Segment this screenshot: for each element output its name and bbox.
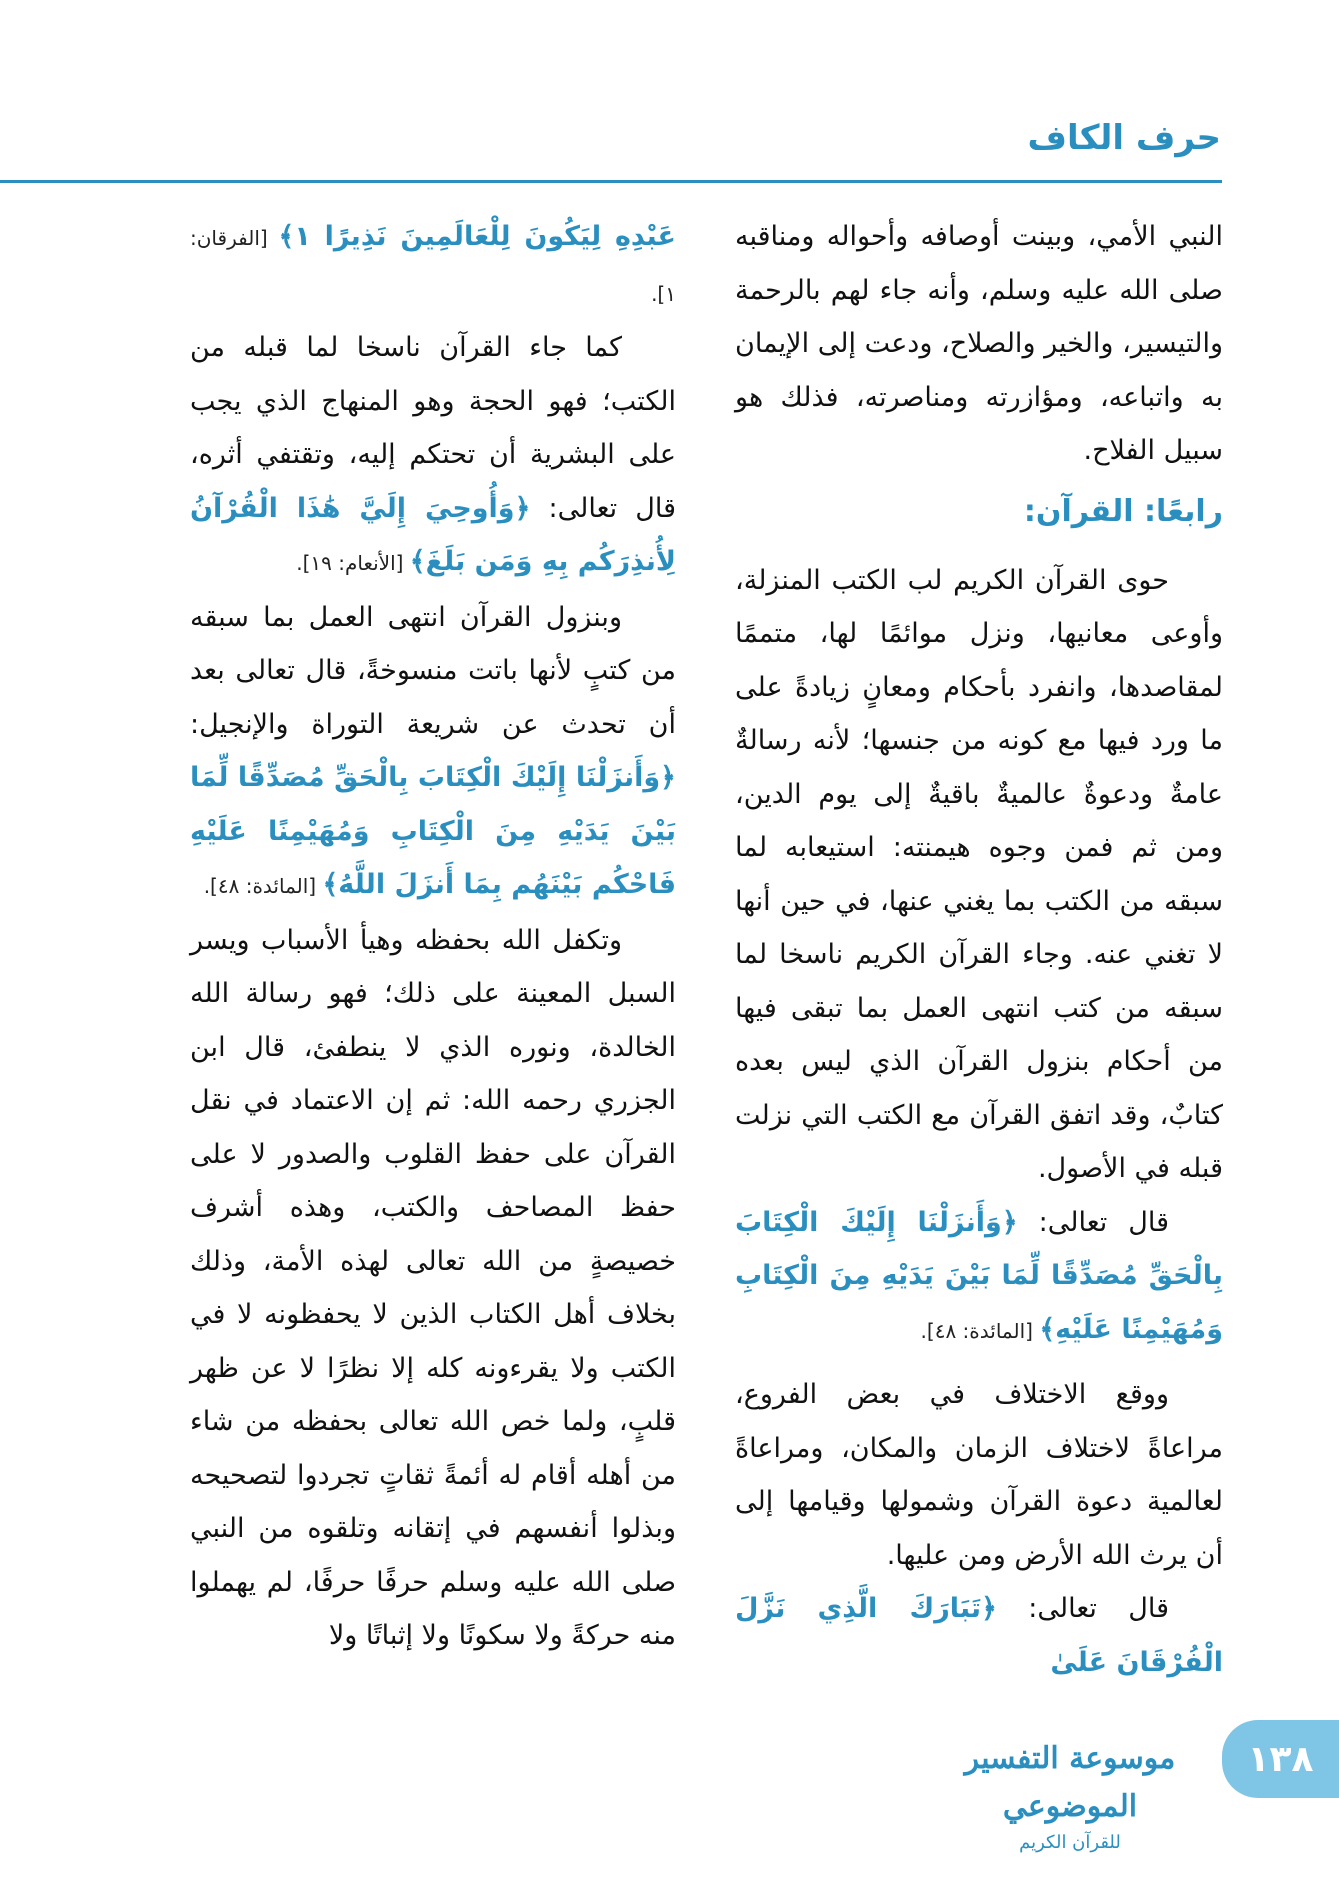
paragraph-text: وبنزول القرآن انتهى العمل بما سبقه من كتبٍ لأنها باتت منسوخةً، قال تعالى بعد أن تحدث عن شريعة التوراة والإنجيل:: [190, 601, 676, 740]
paragraph: ووقع الاختلاف في بعض الفروع، مراعاةً لاختلاف الزمان والمكان، ومراعاةً لعالمية دعوة القرآن وشمولها وقيامها إلى أن يرث الله الأرض ومن عليها.: [735, 1379, 1223, 1571]
chapter-title: حرف الكاف: [1027, 118, 1221, 158]
verse-paragraph: [190, 210, 676, 321]
quran-verse: ﴿وَأُوحِيَ إِلَيَّ هَٰذَا الْقُرْآنُ لِأُنذِرَكُم بِهِ وَمَن بَلَغَ﴾: [190, 492, 676, 577]
verse-paragraph: [735, 1582, 1223, 1689]
left-column: [190, 210, 676, 1663]
verse-intro: قال تعالى:: [996, 1593, 1169, 1624]
verse-reference: [الأنعام: ١٩].: [296, 551, 410, 575]
quran-verse: ﴿وَأَنزَلْنَا إِلَيْكَ الْكِتَابَ بِالْحَقِّ مُصَدِّقًا لِّمَا بَيْنَ يَدَيْهِ مِنَ الْكِتَابِ وَمُهَيْمِنًا عَلَيْهِ﴾: [735, 1206, 1223, 1345]
paragraph: وتكفل الله بحفظه وهيأ الأسباب ويسر السبل المعينة على ذلك؛ فهو رسالة الله الخالدة، ونوره الذي لا ينطفئ، قال ابن الجزري رحمه الله: ثم إن الاعتماد في نقل القرآن على حفظ القلوب والصدور لا على حفظ المصاحف والكتب، وهذه أشرف خصيصةٍ من الله تعالى لهذه الأمة، وذلك بخلاف أهل الكتاب الذين لا يحفظونه لا في الكتب ولا يقرءونه كله إلا نظرًا لا عن ظهر قلبٍ، ولما خص الله تعالى بحفظه من شاء من أهله أقام له أئمةً ثقاتٍ تجردوا لتصحيحه وبذلوا أنفسهم في إتقانه وتلقوه من النبي صلى الله عليه وسلم حرفًا حرفًا، لم يهملوا منه حركةً ولا سكونًا ولا إثباتًا ولا: [190, 924, 676, 1651]
logo-title: موسوعة التفسير الموضوعي: [964, 1741, 1176, 1824]
quran-verse: عَبْدِهِ لِيَكُونَ لِلْعَالَمِينَ نَذِيرًا ١﴾: [278, 221, 676, 252]
verse-reference: [الفرقان: ١].: [190, 226, 676, 306]
paragraph: [190, 591, 676, 914]
header-divider: [0, 180, 1222, 183]
paragraph-text: كما جاء القرآن ناسخا لما قبله من الكتب؛ فهو الحجة وهو المنهاج الذي يجب على البشرية أن تحتكم إليه، وتقتفي أثره، قال تعالى:: [190, 332, 676, 524]
paragraph: [190, 321, 676, 591]
logo-subtitle: للقرآن الكريم: [1019, 1832, 1121, 1853]
verse-paragraph: [735, 1196, 1223, 1359]
quran-verse: ﴿وَأَنزَلْنَا إِلَيْكَ الْكِتَابَ بِالْحَقِّ مُصَدِّقًا لِّمَا بَيْنَ يَدَيْهِ مِنَ الْكِتَابِ وَمُهَيْمِنًا عَلَيْهِ فَاحْكُم بَيْنَهُم بِمَا أَنزَلَ اللَّهُ﴾: [190, 762, 676, 900]
page-number: ١٣٨: [1222, 1720, 1339, 1798]
spacer: [735, 1358, 1223, 1368]
section-heading: رابعًا: القرآن:: [1023, 493, 1223, 529]
verse-intro: قال تعالى:: [1017, 1206, 1169, 1238]
paragraph: النبي الأمي، وبينت أوصافه وأحواله ومناقبه صلى الله عليه وسلم، وأنه جاء لهم بالرحمة والتيسير، والخير والصلاح، ودعت إلى الإيمان به واتباعه، ومؤازرته ومناصرته، فذلك هو سبيل الفلاح.: [735, 221, 1223, 466]
right-column: [735, 210, 1223, 1689]
verse-reference: [المائدة: ٤٨].: [920, 1318, 1040, 1343]
verse-reference: [المائدة: ٤٨].: [203, 874, 323, 898]
quran-verse: ﴿تَبَارَكَ الَّذِي نَزَّلَ الْفُرْقَانَ عَلَىٰ: [735, 1593, 1223, 1678]
paragraph: حوى القرآن الكريم لب الكتب المنزلة، وأوعى معانيها، ونزل موائمًا لها، متممًا لمقاصدها، وانفرد بأحكام ومعانٍ زيادةً على ما ورد فيها مع كونه من جنسها؛ لأنه رسالةٌ عامةٌ ودعوةٌ عالميةٌ باقيةٌ إلى يوم الدين، ومن ثم فمن وجوه هيمنته: استيعابه لما سبقه من الكتب بما يغني عنها، في حين أنها لا تغني عنه. وجاء القرآن الكريم ناسخا لما سبقه من كتب انتهى العمل بما تبقى فيها من أحكام بنزول القرآن الذي ليس بعده كتابٌ، وقد اتفق القرآن مع الكتب التي نزلت قبله في الأصول.: [735, 564, 1223, 1184]
encyclopedia-logo: [920, 1735, 1220, 1853]
